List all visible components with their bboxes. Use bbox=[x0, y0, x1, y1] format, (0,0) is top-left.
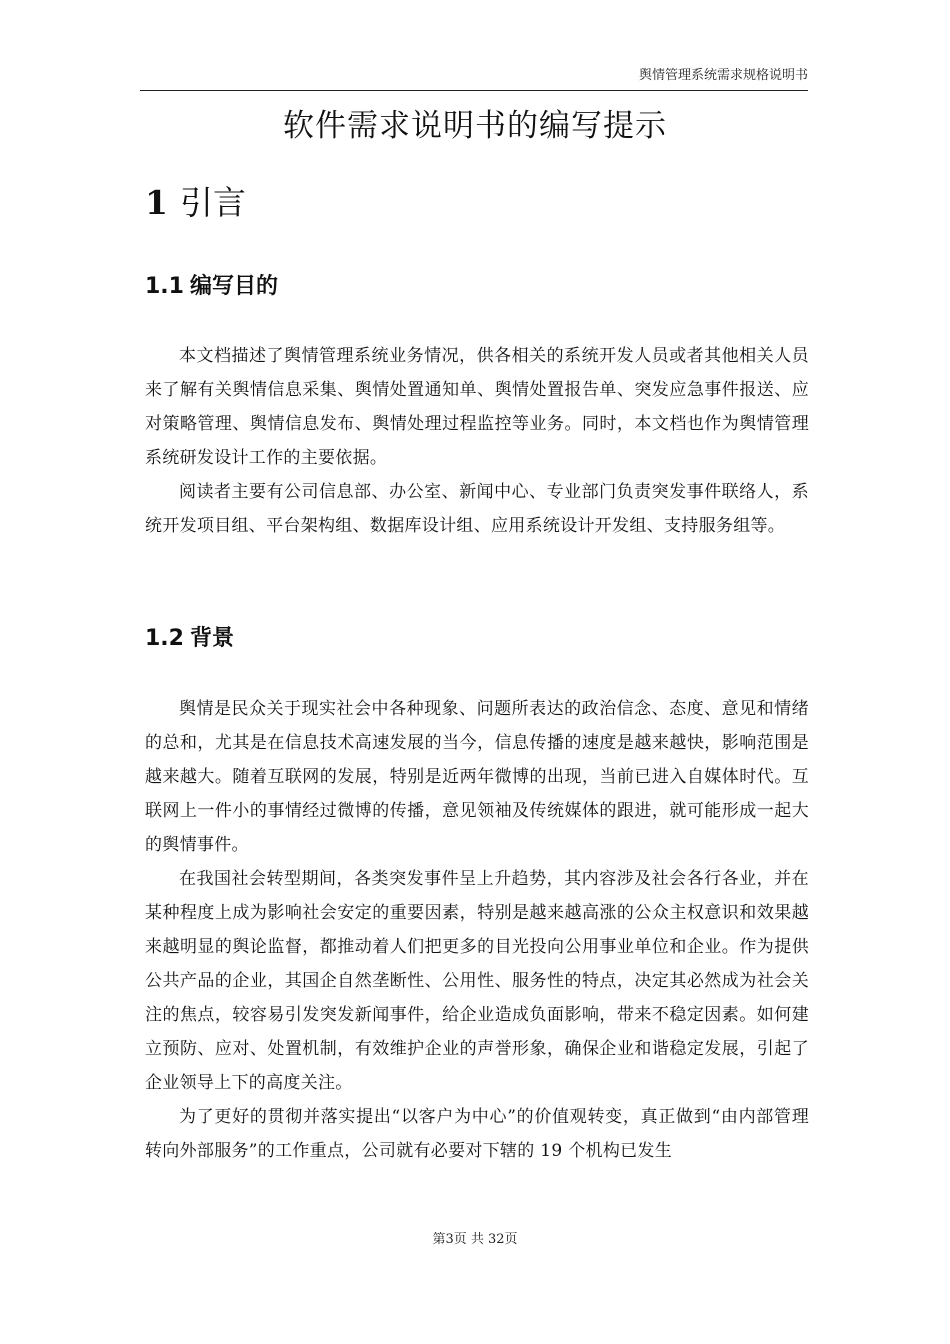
paragraph: 为了更好的贯彻并落实提出“以客户为中心”的价值观转变，真正做到“由内部管理转向外部服务”的工作重点，公司就有必要对下辖的 19 个机构已发生 bbox=[145, 1107, 809, 1161]
section-heading-purpose bbox=[145, 271, 278, 303]
paragraph: 在我国社会转型期间，各类突发事件呈上升趋势，其内容涉及社会各行各业，并在某种程度上成为影响社会安定的重要因素，特别是越来越高涨的公众主权意识和效果越来越明显的舆论监督，都推动着人们把更多的目光投向公用事业单位和企业。作为提供公共产品的企业，其国企自然垄断性、公用性、服务性的特点，决定其必然成为社会关注的焦点，较容易引发突发新闻事件，给企业造成负面影响，带来不稳定因素。如何建立预防、应对、处置机制，有效维护企业的声誉形象，确保企业和谐稳定发展，引起了企业领导上下的高度关注。 bbox=[145, 869, 809, 1093]
chapter-title: 引言 bbox=[179, 183, 246, 222]
section-body-background bbox=[145, 692, 809, 1168]
section-heading-background bbox=[145, 623, 234, 655]
running-header: 舆情管理系统需求规格说明书 bbox=[140, 68, 808, 91]
chapter-number: 1 bbox=[145, 183, 168, 222]
paragraph: 阅读者主要有公司信息部、办公室、新闻中心、专业部门负责突发事件联络人，系统开发项目组、平台架构组、数据库设计组、应用系统设计开发组、支持服务组等。 bbox=[145, 482, 809, 536]
section-body-purpose bbox=[145, 339, 809, 543]
document-title: 软件需求说明书的编写提示 bbox=[283, 108, 667, 144]
section-number: 1.2 bbox=[145, 626, 184, 651]
section-number: 1.1 bbox=[145, 274, 184, 299]
section-title: 背景 bbox=[189, 626, 234, 651]
page-number: 第3页 共 32页 bbox=[432, 1232, 518, 1247]
section-title: 编写目的 bbox=[189, 274, 278, 299]
chapter-heading bbox=[145, 180, 246, 226]
paragraph: 舆情是民众关于现实社会中各种现象、问题所表达的政治信念、态度、意见和情绪的总和，尤其是在信息技术高速发展的当今，信息传播的速度是越来越快，影响范围是越来越大。随着互联网的发展，特别是近两年微博的出现，当前已进入自媒体时代。互联网上一件小的事情经过微博的传播，意见领袖及传统媒体的跟进，就可能形成一起大的舆情事件。 bbox=[145, 699, 809, 855]
paragraph: 本文档描述了舆情管理系统业务情况，供各相关的系统开发人员或者其他相关人员来了解有关舆情信息采集、舆情处置通知单、舆情处置报告单、突发应急事件报送、应对策略管理、舆情信息发布、舆情处理过程监控等业务。同时，本文档也作为舆情管理系统研发设计工作的主要依据。 bbox=[145, 346, 809, 468]
